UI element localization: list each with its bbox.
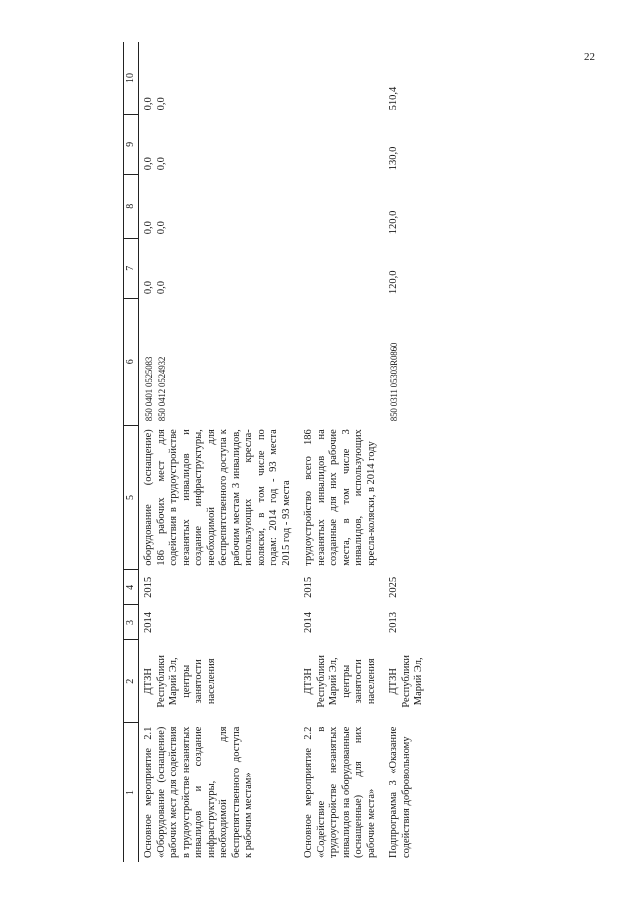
expected-result-cell: оборудование (оснащение) 186 рабочих мест для содействия в трудоустройстве незанятых инвалидов и создание инфраструктуры, необходимой для беспрепятственного доступа к рабочим местам 3 инвалидов, использующих кресла-коляски, в том числе по годам: 2014 год - 93 места 2015 год - 93 места [143,429,292,566]
amount-value: 0,0 [143,157,154,171]
column-header: 1 [124,723,139,862]
amount-cell [139,174,296,238]
column-header: 3 [124,605,139,640]
amount-cell: 130,0 [388,146,399,171]
column-header: 2 [124,640,139,723]
executor-cell: ДТЗН Республики Марий Эл, центры занятости населения [143,654,217,708]
amount-cell: 120,0 [388,210,399,235]
activity-name-cell: Подпрограмма 3 «Оказание содействия добровольному [388,726,412,858]
budget-code: 850 0412 0524932 [156,356,167,422]
amount-cell [295,174,380,238]
amount-cell: 120,0 [388,270,399,295]
amount-value: 0,0 [143,97,154,111]
column-header: 7 [124,238,139,298]
budget-code-cell [139,298,296,425]
budget-code-cell [295,298,380,425]
column-header: 9 [124,114,139,174]
column-header: 4 [124,570,139,605]
amount-value: 0,0 [155,281,167,295]
end-year-cell: 2015 [303,576,314,598]
amount-value: 0,0 [155,157,167,171]
page-number: 22 [584,51,595,63]
amount-cell [295,42,380,114]
executor-cell: ДТЗН Республики Марий Эл, центры занятости населения [303,654,377,708]
executor-cell: ДТЗН Республики Марий Эл, [388,654,424,708]
start-year-cell: 2014 [303,611,314,633]
budget-code-cell: 850 0311 05303R0860 [389,342,399,422]
amount-value: 0,0 [143,221,154,235]
column-header: 6 [124,298,139,425]
column-header: 10 [124,42,139,114]
amount-value: 0,0 [155,97,167,111]
amount-cell [139,114,296,174]
amount-cell: 510,4 [388,86,399,111]
table-row [295,42,380,862]
end-year-cell: 2025 [388,576,399,598]
table-header-row [124,42,139,862]
amount-value: 0,0 [155,221,167,235]
end-year-cell: 2015 [143,576,154,598]
column-header: 5 [124,425,139,570]
activity-name-cell: Основное мероприятие 2.1 «Оборудование (оснащение) рабочих мест для содействия в трудоустройстве незанятых инвалидов и создание инфраструктуры, необходимой для беспрепятственного доступа к рабочим местам» [143,726,254,858]
amount-cell [139,42,296,114]
start-year-cell: 2014 [143,611,154,633]
table-row [380,42,428,862]
amount-cell [139,238,296,298]
column-header: 8 [124,174,139,238]
table-row [139,42,296,862]
amount-cell [295,114,380,174]
start-year-cell: 2013 [388,611,399,633]
amount-cell [295,238,380,298]
expected-result-cell: трудоустройство всего 186 незанятых инвалидов на созданные для них рабочие места, в том числе 3 инвалидов, использующих кресла-коляски, в 2014 году [303,429,377,566]
program-table [123,42,428,862]
budget-code: 850 0401 0525083 [144,356,154,422]
rotated-table-container [123,42,623,862]
activity-name-cell: Основное мероприятие 2.2 «Содействие в трудоустройстве незанятых инвалидов на оборудованные (оснащенные) для них рабочие места» [303,726,377,858]
expected-result-cell [380,425,428,570]
amount-value: 0,0 [143,281,154,295]
